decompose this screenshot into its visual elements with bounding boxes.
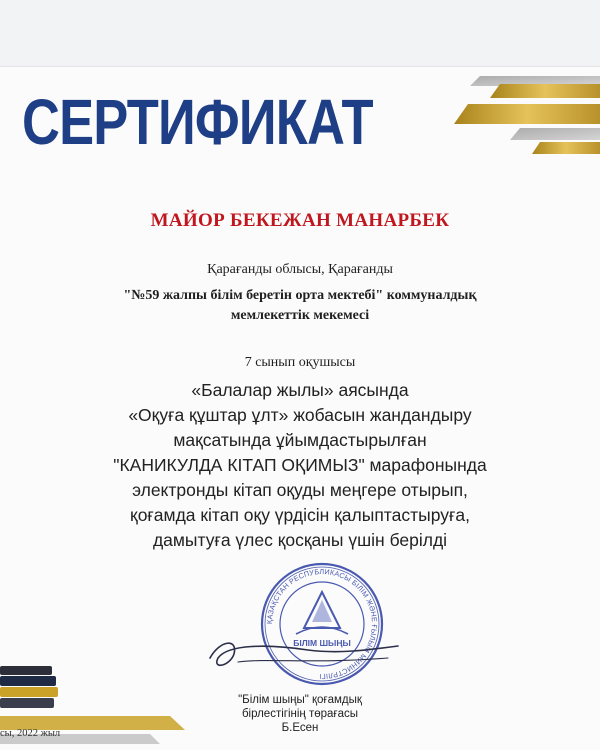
top-strip — [0, 0, 600, 66]
description-line: дамытуға үлес қосқаны үшін берілді — [152, 530, 448, 550]
gold-ribbons-decoration — [440, 70, 600, 170]
description-line: "КАНИКУЛДА КІТАП ОҚИМЫЗ" марафонында — [113, 455, 487, 475]
certificate-description — [0, 378, 600, 553]
grade-text: 7 сынып оқушысы — [244, 355, 356, 370]
signer-org-line-1: "Білім шыңы" қоғамдық — [238, 694, 362, 706]
description-line: электронды кітап оқуды меңгере отырып, — [132, 480, 468, 500]
description-line: қоғамда кітап оқу үрдісін қалыптастыруға, — [130, 505, 470, 525]
date-text: сы, 2022 жыл — [0, 728, 61, 739]
school-line-1: "№59 жалпы білім беретін орта мектебі" коммуналдық — [123, 288, 477, 303]
seal-center-text: БІЛІМ ШЫҢЫ — [293, 638, 351, 648]
description-line: мақсатында ұйымдастырылған — [173, 430, 427, 450]
school-line-2: мемлекеттік мекемесі — [230, 308, 370, 323]
signer-block — [180, 693, 420, 735]
signature — [198, 600, 408, 690]
school-name — [30, 286, 570, 326]
signer-org-line-2: бірлестігінің төрағасы — [241, 708, 359, 720]
description-line: «Оқуға құштар ұлт» жобасын жандандыру — [128, 405, 472, 425]
description-line: «Балалар жылы» аясында — [191, 380, 409, 400]
gold-ribbon-bottom-decoration — [0, 700, 190, 750]
recipient-name: МАЙОР БЕКЕЖАН МАНАРБЕК — [150, 210, 450, 231]
certificate-heading: СЕРТИФИКАТ — [22, 86, 373, 158]
seal-arc-text: ҚАЗАҚСТАН РЕСПУБЛИКАСЫ БІЛІМ ЖӘНЕ ҒЫЛЫМ МИНИСТРЛІГІ — [264, 566, 380, 682]
region-text: Қарағанды облысы, Қарағанды — [207, 262, 393, 277]
signer-name: Б.Есен — [281, 722, 319, 734]
